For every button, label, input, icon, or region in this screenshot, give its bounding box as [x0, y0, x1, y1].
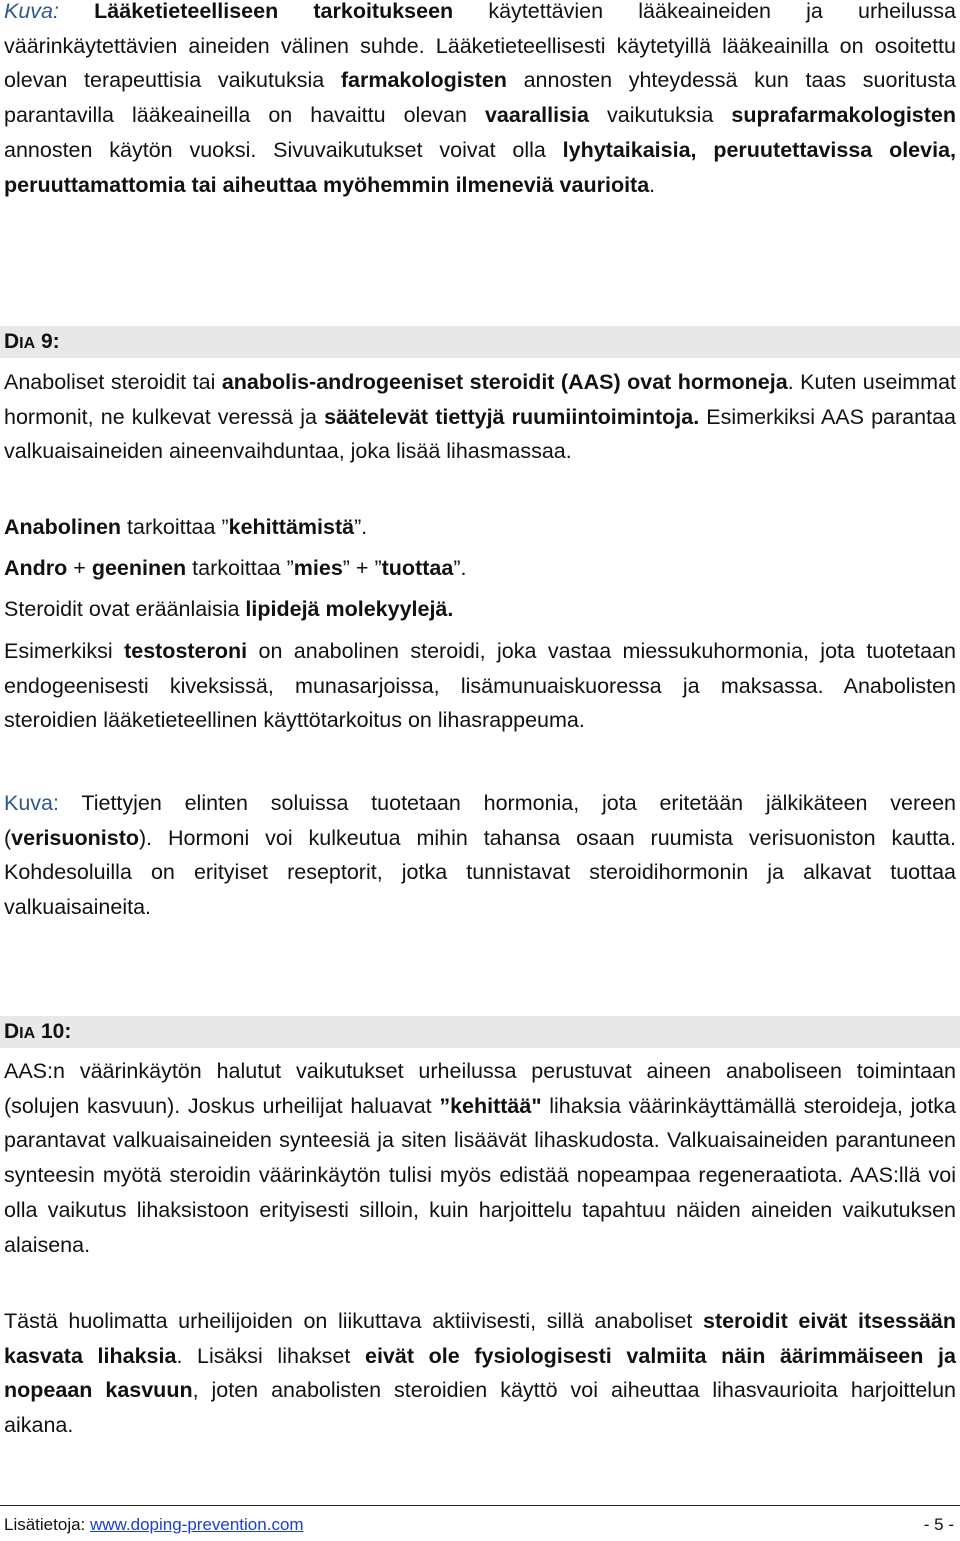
dia10-paragraph-2	[4, 1304, 956, 1443]
text-span: käytettävien lääkeaineiden ja urheilussa väärinkäytettävien aineiden välinen suhde. Lääketieteellisesti käytetyillä lääkeainilla on osoitettu olevan terapeuttisia vaikutuksia	[4, 0, 957, 93]
bold-phrase: Andro	[4, 556, 68, 580]
bold-phrase: anabolis-androgeeniset steroidit (AAS) ovat hormoneja	[221, 370, 788, 394]
bold-phrase: geeninen	[91, 556, 187, 580]
bold-phrase: lipidejä molekyylejä.	[245, 597, 454, 621]
text-span: Anaboliset steroidit tai	[4, 370, 222, 394]
bold-phrase: farmakologisten	[340, 68, 507, 93]
bold-phrase: verisuonisto	[11, 825, 140, 850]
text-span: vaikutuksia	[588, 103, 732, 128]
text-span: on anabolinen steroidi, joka vastaa miessukuhormonia, jota tuotetaan endogeenisesti kiveksissä, munasarjoissa, lisämunuaiskuoressa ja maksassa. Anabolisten steroidien lääketieteellinen käyttötarkoitus on lihasrappeuma.	[4, 639, 957, 733]
text-span: tarkoittaa	[186, 556, 287, 580]
text-span: lihaksia väärinkäyttämällä steroideja, jotka parantavat valkuaisaineiden synteesiä ja siten lisäävät lihaskudosta. Valkuaisaineiden parantuneen synteesin myötä steroidin väärinkäytön tulisi myös edistää nopeampaa regeneraatiota. AAS:llä voi olla vaikutus lihaksistoon erityisesti silloin, kuin harjoittelu tapahtuu näiden aineiden vaikutuksen alaisena.	[4, 1093, 957, 1257]
text-span: .	[460, 556, 467, 580]
heading-text: 10:	[35, 1020, 72, 1043]
bold-phrase: mies	[293, 556, 343, 580]
text-span: Tästä huolimatta urheilijoiden on liikuttava aktiivisesti, sillä anaboliset	[4, 1309, 703, 1333]
dia9-paragraph-4	[4, 592, 453, 627]
text-span: Steroidit ovat eräänlaisia	[4, 597, 246, 621]
heading-text: IA	[19, 335, 36, 352]
footer-link[interactable]: www.doping-prevention.com	[90, 1515, 304, 1534]
text-span: , joten anabolisten steroidien käyttö voi aiheuttaa lihasvaurioita harjoittelun aikana.	[4, 1378, 956, 1438]
text-span: tarkoittaa	[121, 515, 222, 539]
text-span: ). Hormoni voi kulkeutua mihin tahansa osaan ruumista verisuoniston kautta. Kohdesoluilla on erityiset reseptorit, jotka tunnistavat steroidihormonin ja alkavat tuottaa valkuaisaineita.	[4, 825, 956, 920]
dia9-paragraph-5	[4, 634, 956, 738]
heading-text: D	[4, 330, 20, 353]
dia9-paragraph-2: Anabolinen tarkoittaa ”kehittämistä”.	[4, 515, 368, 539]
bold-phrase: kehittämistä	[228, 515, 355, 539]
text-span: . Lisäksi lihakset	[176, 1343, 365, 1368]
figure-label: Kuva:	[4, 791, 59, 815]
text-span: . Kuten useimmat hormonit, ne kulkevat veressä ja	[4, 370, 957, 429]
dia9-heading-bar	[0, 326, 960, 358]
bold-phrase: Anabolinen	[4, 515, 122, 539]
bold-phrase: Lääketieteelliseen tarkoitukseen	[94, 0, 454, 23]
text-span: AAS:n väärinkäytön halutut vaikutukset urheilussa perustuvat aineen anaboliseen toimintaan (solujen kasvuun). Joskus urheilijat haluavat	[4, 1059, 956, 1118]
footer-label: Lisätietoja:	[4, 1515, 90, 1534]
bold-phrase: testosteroni	[124, 639, 248, 663]
footer-info	[4, 1515, 304, 1535]
text-span: annosten käytön vuoksi. Sivuvaikutukset voivat olla	[4, 137, 563, 162]
bold-phrase: lyhytaikaisia, peruutettavissa olevia, peruuttamattomia tai aiheuttaa myöhemmin ilmeneviä vaurioita	[4, 137, 956, 197]
text-span: +	[349, 556, 375, 580]
text-span: annosten yhteydessä kun taas suoritusta parantavilla lääkeaineilla on havaittu olevan	[4, 68, 956, 128]
bold-phrase: tuottaa	[381, 556, 454, 580]
bold-phrase: eivät ole fysiologisesti valmiita näin äärimmäiseen ja nopeaan kasvuun	[4, 1343, 956, 1403]
footer-divider	[0, 1505, 960, 1506]
heading-text: 9:	[35, 330, 60, 353]
bold-phrase: steroidit eivät itsessään kasvata lihaksia	[4, 1309, 956, 1368]
bold-phrase: säätelevät tiettyjä ruumiintoimintoja.	[324, 404, 700, 429]
heading-text: IA	[19, 1025, 36, 1042]
dia10-heading	[4, 1020, 71, 1044]
text-span: Esimerkiksi	[4, 639, 125, 663]
dia9-paragraph-1	[4, 365, 956, 469]
dia9-heading	[4, 330, 60, 354]
text-span: Tiettyjen elinten soluissa tuotetaan hormonia, jota eritetään jälkikäteen vereen (	[4, 791, 956, 850]
dia9-figure-caption	[4, 786, 956, 925]
bold-phrase: vaarallisia	[484, 103, 589, 128]
heading-text: D	[4, 1020, 20, 1043]
page-number: - 5 -	[923, 1515, 954, 1534]
intro-paragraph	[4, 0, 956, 202]
dia10-paragraph-1	[4, 1054, 956, 1262]
text-span: Esimerkiksi AAS parantaa valkuaisaineiden aineenvaihduntaa, joka lisää lihasmassaa.	[4, 404, 956, 464]
text-span: .	[361, 515, 368, 539]
dia10-heading-bar	[0, 1016, 960, 1048]
bold-phrase: suprafarmakologisten	[731, 103, 957, 128]
bold-phrase: ”kehittää"	[439, 1093, 542, 1118]
figure-label: Kuva:	[4, 0, 59, 23]
dia9-paragraph-3: Andro + geeninen tarkoittaa ”mies” + ”tuottaa”.	[4, 556, 467, 580]
text-span: +	[67, 556, 92, 580]
text-span: .	[649, 172, 656, 197]
